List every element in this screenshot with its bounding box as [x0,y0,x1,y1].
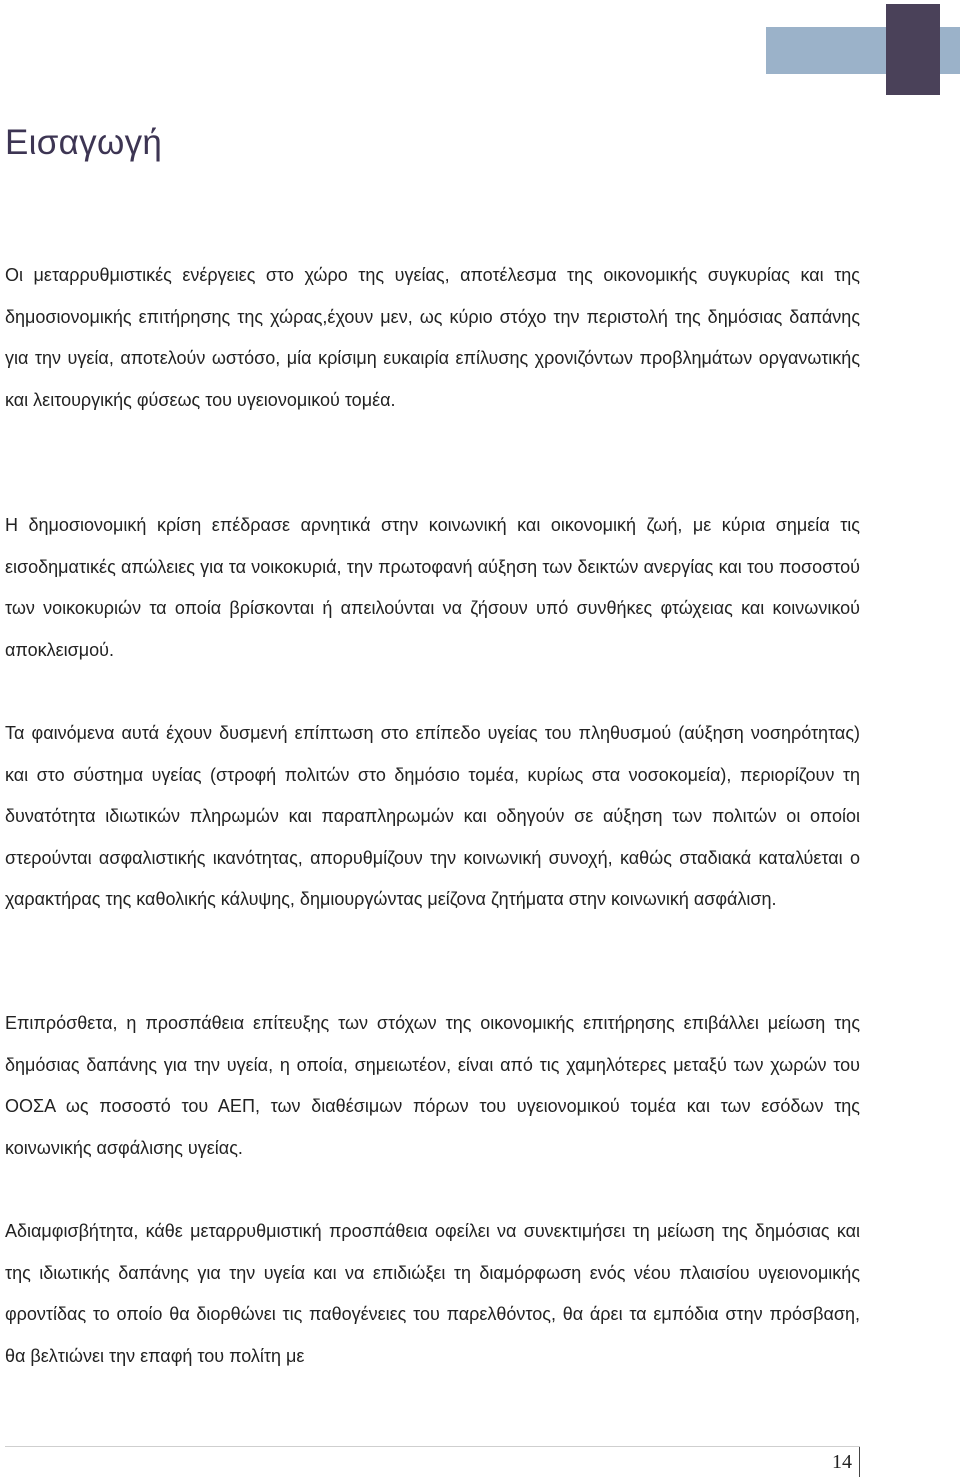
paragraph-5: Αδιαμφισβήτητα, κάθε μεταρρυθμιστική προσπάθεια οφείλει να συνεκτιμήσει τη μείωση της δημόσιας και της ιδιωτικής δαπάνης για την υγεία και να επιδιώξει τη διαμόρφωση ενός νέου πλαισίου υγειονομικής φροντίδας το οποίο θα διορθώνει τις παθογένειες του παρελθόντος, θα άρει τα εμπόδια στην πρόσβαση, θα βελτιώνει την επαφή του πολίτη με [5,1221,860,1366]
paragraph-1: Οι μεταρρυθμιστικές ενέργειες στο χώρο της υγείας, αποτέλεσμα της οικονομικής συγκυρίας και της δημοσιονομικής επιτήρησης της χώρας,έχουν μεν, ως κύριο στόχο την περιστολή της δημόσιας δαπάνης για την υγεία, αποτελούν ωστόσο, μία κρίσιμη ευκαιρία επίλυσης χρονιζόντων προβλημάτων οργανωτικής και λειτουργικής φύσεως του υγειονομικού τομέα. [5,265,860,410]
header-decoration-dark-bar [886,4,940,95]
paragraph-4: Επιπρόσθετα, η προσπάθεια επίτευξης των στόχων της οικονομικής επιτήρησης επιβάλλει μείωση της δημόσιας δαπάνης για την υγεία, η οποία, σημειωτέον, είναι από τις χαμηλότερες μεταξύ των χωρών του ΟΟΣΑ ως ποσοστό του ΑΕΠ, των διαθέσιμων πόρων του υγειονομικού τομέα και των εσόδων της κοινωνικής ασφάλισης υγείας. [5,1013,860,1158]
page-number: 14 [832,1451,852,1473]
page-title: Εισαγωγή [5,123,163,162]
page-number-divider [859,1447,860,1477]
paragraph-2: Η δημοσιονομική κρίση επέδρασε αρνητικά στην κοινωνική και οικονομική ζωή, με κύρια σημεία τις εισοδηματικές απώλειες για τα νοικοκυριά, την πρωτοφανή αύξηση των δεικτών ανεργίας και του ποσοστού των νοικοκυριών τα οποία βρίσκονται ή απειλούνται να ζήσουν υπό συνθήκες φτώχειας και κοινωνικού αποκλεισμού. [5,515,860,660]
footer-divider [5,1446,860,1447]
paragraph-3: Τα φαινόμενα αυτά έχουν δυσμενή επίπτωση στο επίπεδο υγείας του πληθυσμού (αύξηση νοσηρότητας) και στο σύστημα υγείας (στροφή πολιτών στο δημόσιο τομέα, κυρίως στα νοσοκομεία), περιορίζουν τη δυνατότητα ιδιωτικών πληρωμών και παραπληρωμών και οδηγούν σε αύξηση των πολιτών οι οποίοι στερούνται ασφαλιστικής ικανότητας, απορυθμίζουν την κοινωνική συνοχή, καθώς σταδιακά καταλύεται ο χαρακτήρας της καθολικής κάλυψης, δημιουργώντας μείζονα ζητήματα στην κοινωνική ασφάλιση. [5,723,860,910]
